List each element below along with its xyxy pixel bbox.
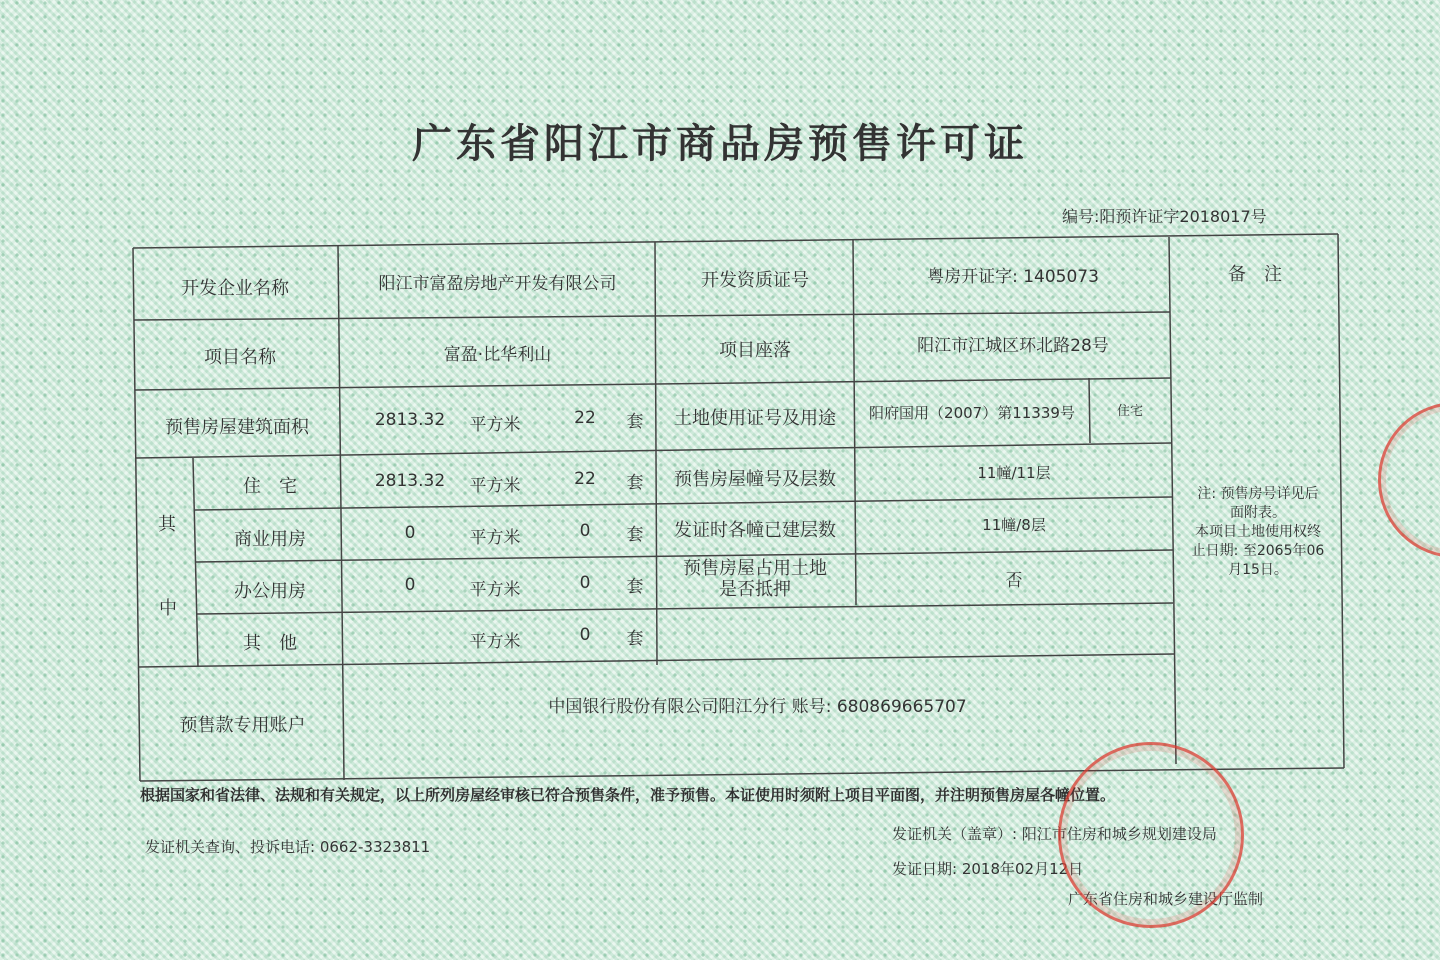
- remarks-text: [1178, 485, 1338, 580]
- label-residential: 住 宅: [243, 476, 297, 497]
- count-value: 0: [579, 573, 591, 593]
- label-of-which-1: 其: [158, 514, 176, 535]
- area-value: 2813.32: [374, 410, 446, 430]
- count-value: 0: [579, 625, 591, 645]
- remarks-line: 月15日。: [1228, 562, 1288, 578]
- certificate-title: 广东省阳江市商品房预售许可证: [412, 121, 1028, 167]
- issue-date: 发证日期: 2018年02月12日: [892, 860, 1084, 878]
- area-value: 0: [404, 523, 416, 543]
- count-unit: 套: [626, 473, 644, 493]
- remarks-line: 注: 预售房号详见后: [1197, 486, 1319, 502]
- count-unit: 套: [626, 629, 644, 649]
- area-value: 0: [404, 575, 416, 595]
- label-area: 预售房屋建筑面积: [165, 417, 309, 438]
- label-qualification: 开发资质证号: [701, 270, 809, 291]
- official-seal: [1058, 742, 1244, 928]
- legal-statement: 根据国家和省法律、法规和有关规定，以上所列房屋经审核已符合预售条件，准予预售。本证使用时须附上项目平面图，并注明预售房屋各幢位置。: [140, 786, 1116, 804]
- label-of-which-2: 中: [159, 598, 177, 619]
- label-account: 预售款专用账户: [179, 715, 306, 736]
- value-developer: 阳江市富盈房地产开发有限公司: [378, 274, 617, 294]
- label-land-cert: 土地使用证号及用途: [674, 408, 836, 429]
- area-unit: 平方米: [469, 415, 521, 435]
- value-account: 中国银行股份有限公司阳江分行 账号: 680869665707: [548, 697, 967, 717]
- remarks-line: 面附表。: [1230, 505, 1286, 521]
- count-unit: 套: [626, 525, 644, 545]
- label-mortgage: [660, 558, 850, 600]
- count-unit: 套: [626, 577, 644, 597]
- value-building-floors: 11幢/11层: [977, 464, 1051, 482]
- label-mortgage-line2: 是否抵押: [719, 579, 791, 600]
- label-remarks: 备 注: [1228, 264, 1282, 285]
- count-unit: 套: [626, 412, 644, 432]
- label-project: 项目名称: [204, 347, 276, 368]
- value-land-use: 住宅: [1116, 404, 1143, 419]
- value-land-cert-no: 阳府国用（2007）第11339号: [869, 404, 1075, 422]
- certificate-number: 编号:阳预许证字2018017号: [1062, 207, 1267, 226]
- area-unit: 平方米: [469, 580, 521, 600]
- count-value: 0: [579, 521, 591, 541]
- count-value: 22: [574, 469, 596, 489]
- supervisor: 广东省住房和城乡建设厅监制: [1068, 890, 1264, 908]
- inquiry-phone: 发证机关查询、投诉电话: 0662-3323811: [145, 838, 431, 856]
- value-location: 阳江市江城区环北路28号: [917, 336, 1109, 356]
- issuing-authority: 发证机关（盖章）: 阳江市住房和城乡规划建设局: [892, 825, 1217, 843]
- label-office: 办公用房: [234, 581, 306, 602]
- label-mortgage-line1: 预售房屋占用土地: [683, 558, 827, 579]
- label-other: 其 他: [243, 633, 297, 654]
- value-qualification: 粤房开证字: 1405073: [927, 267, 1099, 287]
- label-developer: 开发企业名称: [181, 278, 289, 299]
- label-built-floors: 发证时各幢已建层数: [674, 520, 836, 541]
- label-commercial: 商业用房: [234, 529, 306, 550]
- count-value: 22: [574, 408, 596, 428]
- remarks-line: 本项目土地使用权终: [1195, 524, 1321, 540]
- remarks-line: 止日期: 至2065年06: [1191, 543, 1325, 559]
- area-unit: 平方米: [469, 476, 521, 496]
- area-unit: 平方米: [469, 632, 521, 652]
- label-location: 项目座落: [719, 340, 791, 361]
- label-building-floors: 预售房屋幢号及层数: [674, 469, 836, 490]
- area-unit: 平方米: [469, 528, 521, 548]
- value-mortgage: 否: [1005, 571, 1023, 591]
- value-built-floors: 11幢/8层: [982, 516, 1046, 534]
- area-value: 2813.32: [374, 471, 446, 491]
- value-project: 富盈·比华利山: [443, 345, 552, 365]
